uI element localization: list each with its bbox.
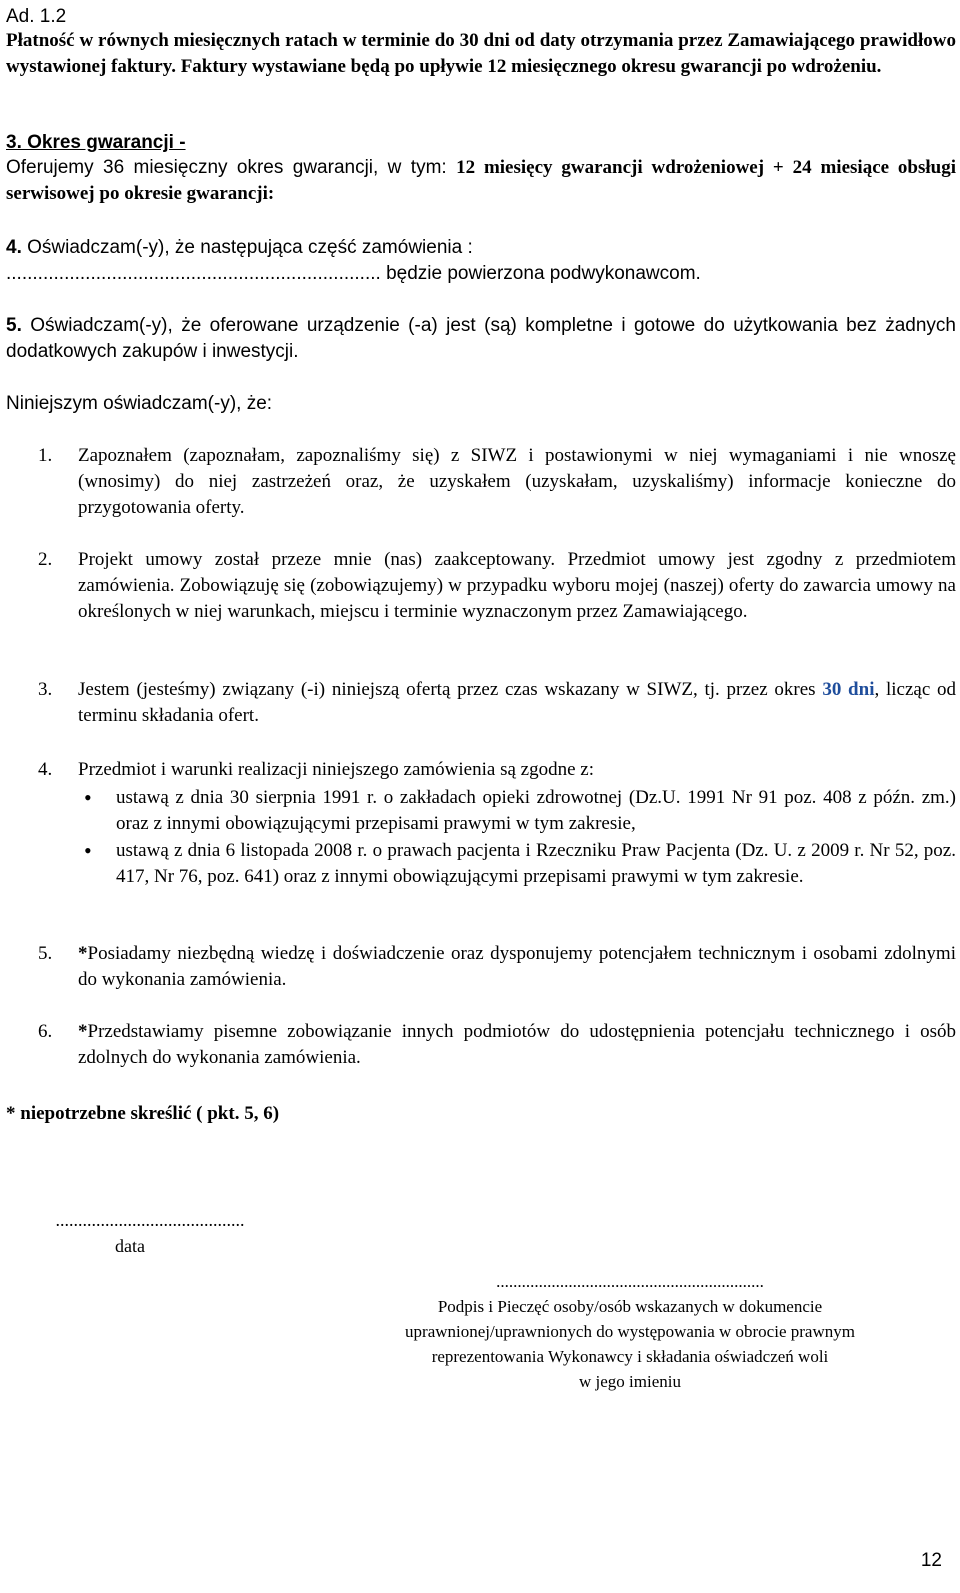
item-number: 5. xyxy=(38,943,53,964)
item-text-body: Przedstawiamy pisemne zobowiązanie innych podmiotów do udostępnienia potencjału technicznego i osób zdolnych do wykonania zamówienia. xyxy=(78,1021,956,1068)
item-text-a: Jestem (jesteśmy) związany (-i) niniejszą ofertą przez czas wskazany w SIWZ, tj. przez okres xyxy=(78,679,823,700)
item-number: 4. xyxy=(38,759,53,780)
subcontract-number: 4. xyxy=(6,237,22,258)
optional-marker: * xyxy=(78,943,88,964)
bullet-icon: • xyxy=(84,785,92,810)
declaration-item-4 xyxy=(6,757,956,783)
legal-basis-bullet-2 xyxy=(6,838,956,890)
bullet-text: ustawą z dnia 30 sierpnia 1991 r. o zakładach opieki zdrowotnej (Dz.U. 1991 Nr 91 poz. 408 z późn. zm.) oraz z innymi obowiązującymi przepisami prawymi w tym zakresie, xyxy=(116,787,956,834)
declaration-item-2 xyxy=(6,547,956,625)
declaration-item-1 xyxy=(6,443,956,521)
item-text-body: Posiadamy niezbędną wiedzę i doświadczenie oraz dysponujemy potencjałem technicznym i osobami zdolnymi do wykonania zamówienia. xyxy=(78,943,956,990)
equipment-text: Oświadczam(-y), że oferowane urządzenie (-a) jest (są) kompletne i gotowe do użytkowania bez żadnych dodatkowych zakupów i inwestycji. xyxy=(6,315,956,362)
legal-basis-bullet-1 xyxy=(6,785,956,837)
validity-days: 30 dni xyxy=(822,679,875,700)
warranty-text-bold: 12 miesięcy gwarancji wdrożeniowej + 24 miesiące obsługi serwisowej po okresie gwarancji: xyxy=(6,157,957,204)
subcontract-line-2: ....................................................................... będzie powierzona podwykonawcom. xyxy=(6,263,701,284)
signature-caption-line-4: w jego imieniu xyxy=(579,1372,681,1391)
item-text: Zapoznałem (zapoznałam, zapoznaliśmy się) z SIWZ i postawionymi w niej wymaganiami i nie wnoszę (wnosimy) do niej zastrzeżeń oraz, że uzyskałem (uzyskałam, uzyskaliśmy) informacje konieczne do przygotowania oferty. xyxy=(78,445,956,518)
equipment-statement xyxy=(6,313,956,365)
item-text: Projekt umowy został przeze mnie (nas) zaakceptowany. Przedmiot umowy jest zgodny z przedmiotem zamówienia. Zobowiązuję się (zobowiązujemy) w przypadku wyboru mojej (naszej) oferty do zawarcia umowy na określonych w niej warunkach, miejscu i terminie wyznaczonym przez Zamawiającego. xyxy=(78,549,956,622)
item-text xyxy=(78,941,956,993)
warranty-text-plain: Oferujemy 36 miesięczny okres gwarancji, w tym: xyxy=(6,157,457,178)
warranty-text xyxy=(6,155,956,207)
signature-caption-line-3: reprezentowania Wykonawcy i składania oświadczeń woli xyxy=(431,1347,829,1366)
subcontract-statement xyxy=(6,235,956,261)
bullet-text: ustawą z dnia 6 listopada 2008 r. o prawach pacjenta i Rzeczniku Praw Pacjenta (Dz. U. z 2009 r. Nr 52, poz. 417, Nr 76, poz. 641) oraz z innymi obowiązującymi przepisami prawymi w tym zakresie. xyxy=(116,840,956,887)
declaration-item-5 xyxy=(6,941,956,993)
item-text xyxy=(78,1019,956,1071)
signature-caption-line-2: uprawnionej/uprawnionych do występowania w obrocie prawnym xyxy=(405,1322,855,1341)
signature-caption-line-1: Podpis i Pieczęć osoby/osób wskazanych w dokumencie xyxy=(437,1297,823,1316)
signature-dots: ............................................................... xyxy=(496,1272,764,1291)
declaration-intro: Niniejszym oświadczam(-y), że: xyxy=(6,393,273,414)
item-number: 2. xyxy=(38,549,53,570)
item-text xyxy=(78,677,956,729)
date-label: data xyxy=(115,1236,145,1256)
subcontract-line-1: Oświadczam(-y), że następująca część zamówienia : xyxy=(21,237,473,258)
date-dots: .......................................... xyxy=(55,1210,245,1230)
item-number: 1. xyxy=(38,445,53,466)
payment-terms: Płatność w równych miesięcznych ratach w terminie do 30 dni od daty otrzymania przez Zamawiającego prawidłowo wystawionej faktury. Faktury wystawiane będą po upływie 12 miesięcznego okresu gwarancji po wdrożeniu. xyxy=(6,30,956,77)
optional-marker: * xyxy=(78,1021,88,1042)
item-number: 6. xyxy=(38,1021,53,1042)
declaration-item-6 xyxy=(6,1019,956,1071)
warranty-heading: 3. Okres gwarancji - xyxy=(6,132,186,153)
section-ad-label: Ad. 1.2 xyxy=(6,6,67,27)
item-number: 3. xyxy=(38,679,53,700)
declaration-item-3 xyxy=(6,677,956,729)
bullet-icon: • xyxy=(84,838,92,863)
equipment-number: 5. xyxy=(6,315,22,336)
footnote: * niepotrzebne skreślić ( pkt. 5, 6) xyxy=(6,1103,280,1124)
item-text-b: , licząc od terminu składania ofert. xyxy=(78,679,956,726)
item-text: Przedmiot i warunki realizacji niniejszego zamówienia są zgodne z: xyxy=(78,759,594,780)
page-number: 12 xyxy=(920,1550,942,1571)
